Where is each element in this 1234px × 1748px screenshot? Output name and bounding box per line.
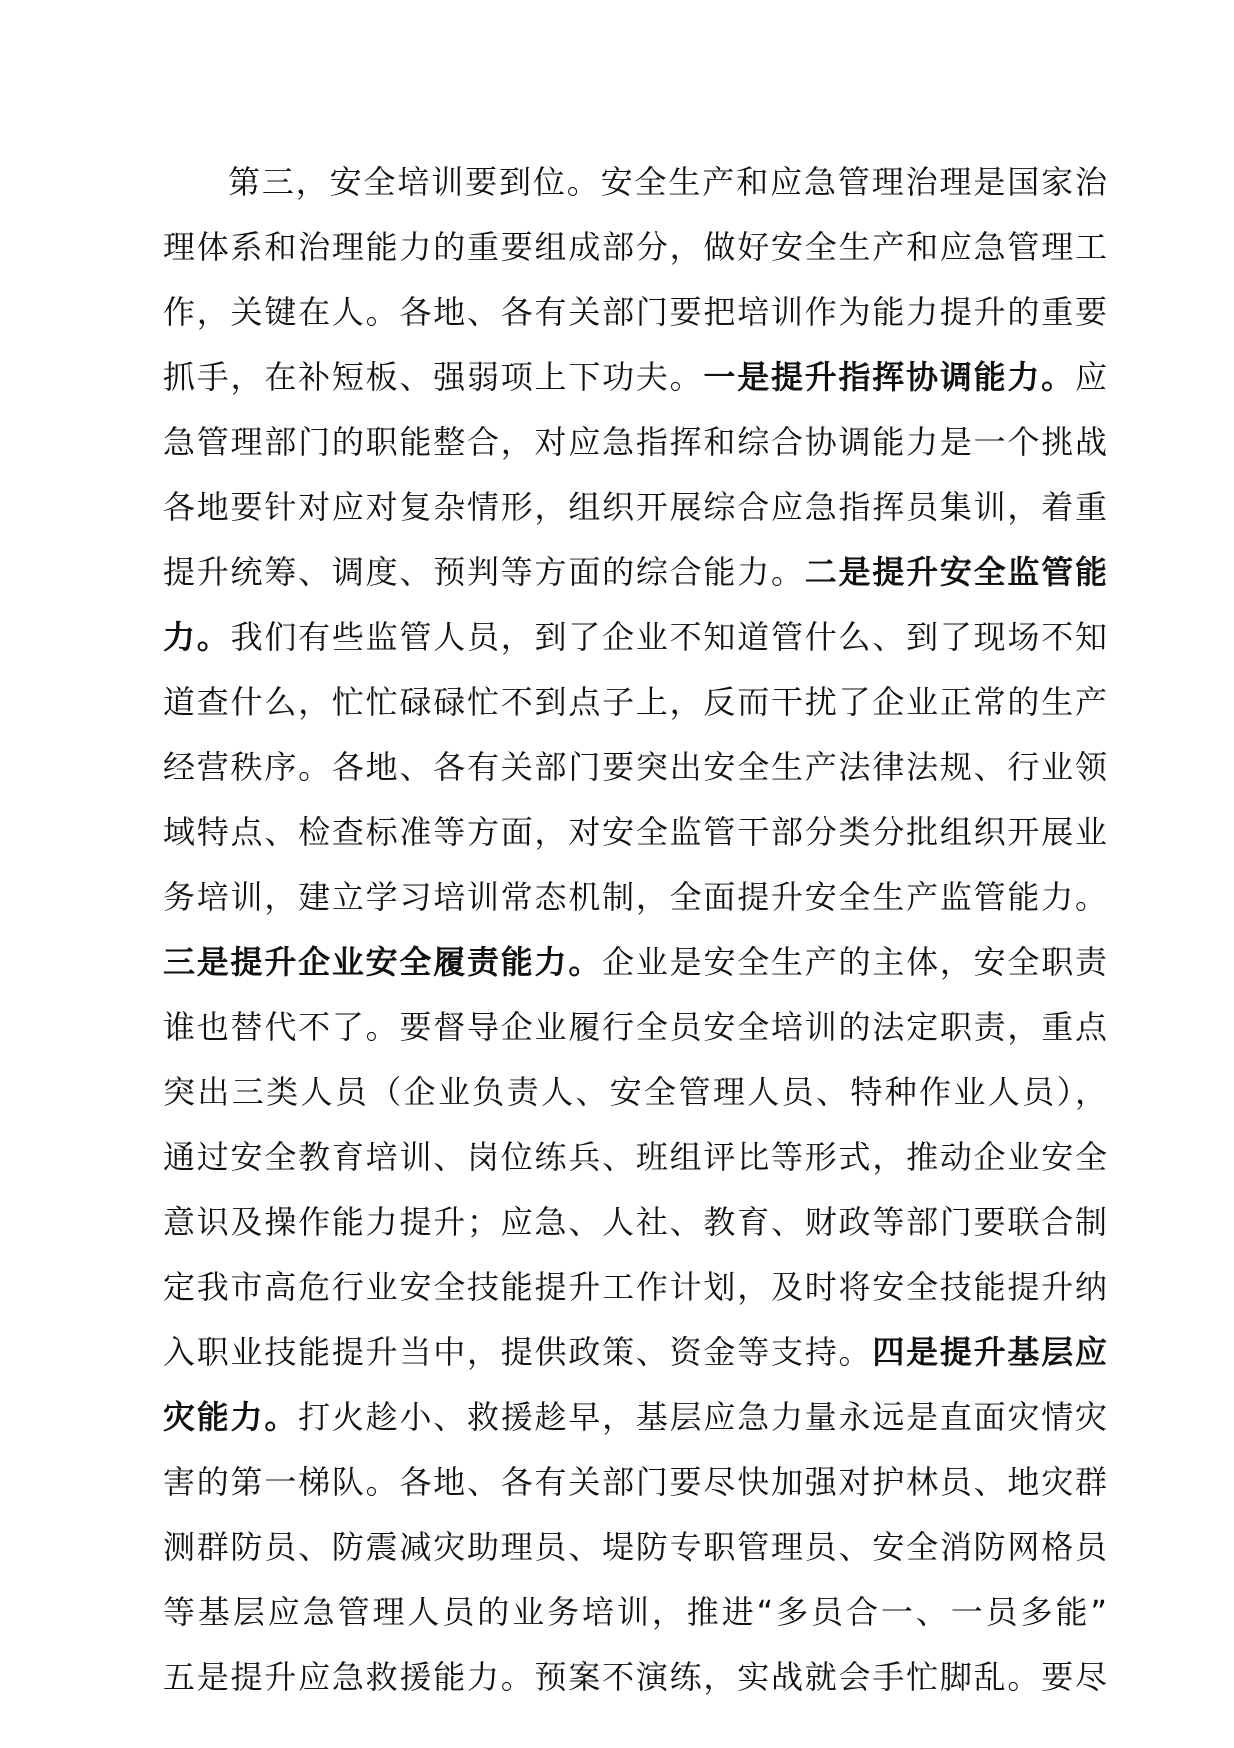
text-run: 作，关键在人。各地、各有关部门要把培训作为能力提升的重要 bbox=[163, 293, 1107, 331]
bold-heading-run: 一是提升指挥协调能力。 bbox=[703, 358, 1075, 396]
text-line bbox=[163, 1060, 1107, 1125]
bold-heading-run: 二是提升安全监管能 bbox=[804, 553, 1107, 591]
text-run: 入职业技能提升当中，提供政策、资金等支持。 bbox=[163, 1333, 873, 1371]
text-run: 我们有些监管人员，到了企业不知道管什么、到了现场不知 bbox=[230, 618, 1107, 656]
text-run: 急管理部门的职能整合，对应急指挥和综合协调能力是一个挑战 bbox=[163, 423, 1107, 461]
text-run: 抓手，在补短板、强弱项上下功夫。 bbox=[163, 358, 704, 396]
text-run: 提升统筹、调度、预判等方面的综合能力。 bbox=[163, 553, 805, 591]
text-run: 经营秩序。各地、各有关部门要突出安全生产法律法规、行业领 bbox=[163, 748, 1107, 786]
text-run: 突出三类人员（企业负责人、安全管理人员、特种作业人员）， bbox=[163, 1073, 1107, 1111]
text-line bbox=[163, 475, 1107, 540]
text-run: 意识及操作能力提升；应急、人社、教育、财政等部门要联合制 bbox=[163, 1203, 1107, 1241]
text-line bbox=[163, 215, 1107, 280]
text-run: 第三，安全培训要到位。安全生产和应急管理治理是国家治 bbox=[228, 163, 1107, 201]
text-line bbox=[163, 1320, 1107, 1385]
bold-heading-run: 灾能力。 bbox=[163, 1398, 299, 1436]
text-line bbox=[163, 865, 1107, 930]
text-line bbox=[163, 1190, 1107, 1255]
text-run: 谁也替代不了。要督导企业履行全员安全培训的法定职责，重点 bbox=[163, 1008, 1107, 1046]
bold-heading-run: 四是提升基层应 bbox=[872, 1333, 1107, 1371]
text-run: 企业是安全生产的主体，安全职责 bbox=[602, 943, 1107, 981]
text-run: 五是提升应急救援能力。预案不演练，实战就会手忙脚乱。要尽 bbox=[163, 1658, 1107, 1696]
text-run: 测群防员、防震减灾助理员、堤防专职管理员、安全消防网格员 bbox=[163, 1528, 1107, 1566]
text-line bbox=[163, 1385, 1107, 1450]
text-line bbox=[163, 1580, 1107, 1645]
text-run: 各地要针对应对复杂情形，组织开展综合应急指挥员集训，着重 bbox=[163, 488, 1107, 526]
text-line bbox=[163, 150, 1107, 215]
text-line bbox=[163, 345, 1107, 410]
text-line bbox=[163, 995, 1107, 1060]
text-line bbox=[163, 1255, 1107, 1320]
text-run: 通过安全教育培训、岗位练兵、班组评比等形式，推动企业安全 bbox=[163, 1138, 1107, 1176]
text-line bbox=[163, 1645, 1107, 1710]
text-run: 域特点、检查标准等方面，对安全监管干部分类分批组织开展业 bbox=[163, 813, 1107, 851]
text-run: 道查什么，忙忙碌碌忙不到点子上，反而干扰了企业正常的生产 bbox=[163, 683, 1107, 721]
text-run: 打火趁小、救援趁早，基层应急力量永远是直面灾情灾 bbox=[298, 1398, 1107, 1436]
bold-heading-run: 力。 bbox=[163, 618, 231, 656]
text-line bbox=[163, 1125, 1107, 1190]
text-run: 理体系和治理能力的重要组成部分，做好安全生产和应急管理工 bbox=[163, 228, 1107, 266]
text-line bbox=[163, 410, 1107, 475]
text-line bbox=[163, 1450, 1107, 1515]
text-run: 等基层应急管理人员的业务培训，推进“多员合一、一员多能” bbox=[163, 1593, 1107, 1631]
text-line bbox=[163, 1515, 1107, 1580]
text-line bbox=[163, 605, 1107, 670]
text-line bbox=[163, 800, 1107, 865]
text-line bbox=[163, 540, 1107, 605]
text-line bbox=[163, 670, 1107, 735]
text-line bbox=[163, 280, 1107, 345]
text-run: 务培训，建立学习培训常态机制，全面提升安全生产监管能力。 bbox=[163, 878, 1107, 916]
body-paragraph bbox=[163, 150, 1107, 1710]
text-run: 应 bbox=[1074, 358, 1107, 396]
bold-heading-run: 三是提升企业安全履责能力。 bbox=[163, 943, 603, 981]
text-line bbox=[163, 735, 1107, 800]
text-run: 定我市高危行业安全技能提升工作计划，及时将安全技能提升纳 bbox=[163, 1268, 1107, 1306]
text-line bbox=[163, 930, 1107, 995]
text-run: 害的第一梯队。各地、各有关部门要尽快加强对护林员、地灾群 bbox=[163, 1463, 1107, 1501]
